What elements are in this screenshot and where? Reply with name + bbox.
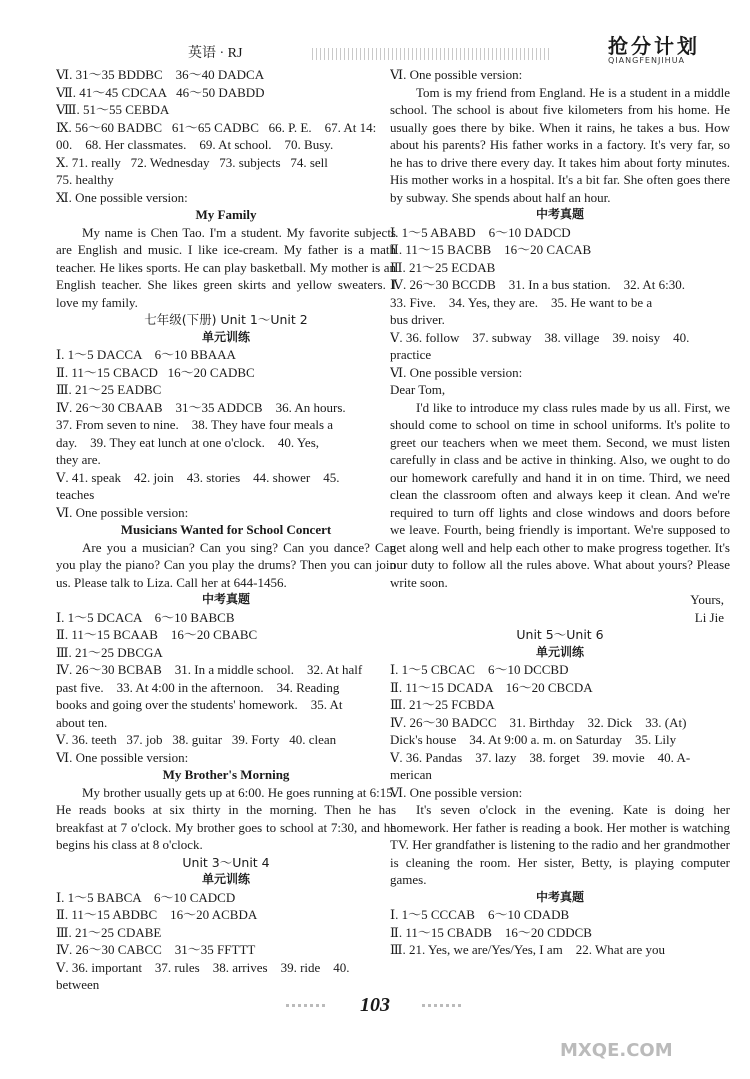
answer-line: Yours, [690, 592, 724, 607]
answer-line: Ⅱ. 11～15 ABDBC 16～20 ACBDA [56, 907, 258, 922]
answer-line: Ⅳ. 26～30 BCCDB 31. In a bus station. 32. At 6:30. [390, 277, 686, 292]
right-answer-column [390, 66, 730, 959]
answer-line: Ⅵ. One possible version: [390, 364, 523, 380]
answer-line: Ⅰ. 1～5 BABCA 6～10 CADCD [56, 889, 236, 905]
answer-line: Ⅸ. 56～60 BADBC 61～65 CADBC 66. P. E. 67. At 14: [56, 119, 377, 135]
answer-line: Ⅲ. 21～25 ECDAB [390, 259, 496, 275]
essay-paragraph: My brother usually gets up at 6:00. He goes running at 6:15. He reads books at six thirty in the morning. Then he has breakfast at 7 o'clock. My brother goes to school at 7:30, and he begins his class at 8 o'clock. [56, 784, 396, 852]
page-header [0, 0, 750, 65]
answer-line: Ⅱ. 11～15 CBADB 16～20 CDDCB [390, 924, 592, 940]
essay-title: My Family [195, 207, 257, 222]
answer-line: Ⅵ. One possible version: [56, 504, 189, 520]
answer-line: Ⅳ. 26～30 CABCC 31～35 FFTTT [56, 942, 256, 957]
answer-line: about ten. [56, 714, 108, 730]
essay-paragraph: Are you a musician? Can you sing? Can you dance? Can you play the piano? Can you play the drums? Then you can join us. Please talk to Liza. Call her at 644-1456. [56, 539, 396, 590]
section-heading: 中考真题 [535, 207, 584, 221]
essay-title: My Brother's Morning [162, 767, 290, 782]
answer-line: Ⅳ. 26～30 BCBAB 31. In a middle school. 32. At half [56, 662, 363, 677]
page-number-decoration-left [286, 1004, 328, 1007]
answer-line: Li Jie [694, 609, 724, 625]
answer-line: merican [390, 767, 432, 782]
answer-line: Ⅰ. 1～5 DCACA 6～10 BABCB [56, 609, 235, 625]
answer-line: past five. 33. At 4:00 in the afternoon. 34. Reading [56, 679, 340, 695]
answer-line: Ⅶ. 41～45 CDCAA 46～50 DABDD [56, 84, 265, 100]
answer-line: Ⅱ. 11～15 DCADA 16～20 CBCDA [390, 679, 593, 695]
answer-line: bus driver. [390, 312, 445, 327]
answer-line: 33. Five. 34. Yes, they are. 35. He want to be a [390, 294, 653, 310]
answer-line: Ⅲ. 21～25 CDABE [56, 924, 162, 940]
answer-line: Ⅱ. 11～15 BACBB 16～20 CACAB [390, 242, 592, 257]
answer-line: Ⅲ. 21～25 EADBC [56, 382, 162, 397]
answer-line: Ⅱ. 11～15 CBACD 16～20 CADBC [56, 364, 255, 380]
answer-line: Dick's house 34. At 9:00 a. m. on Saturday 35. Lily [390, 732, 677, 747]
section-heading: 单元训练 [201, 872, 250, 886]
answer-line: Ⅵ. One possible version: [390, 67, 523, 82]
answer-line: 37. From seven to nine. 38. They have four meals a [56, 417, 334, 432]
answer-line: Ⅰ. 1～5 CBCAC 6～10 DCCBD [390, 662, 569, 677]
section-heading: 中考真题 [535, 889, 584, 904]
unit-heading: Unit 3～Unit 4 [182, 854, 270, 870]
answer-line: Ⅵ. 31～35 BDDBC 36～40 DADCA [56, 67, 265, 82]
answer-line: Ⅰ. 1～5 DACCA 6～10 BBAAA [56, 347, 236, 362]
unit-heading: 七年级(下册) Unit 1～Unit 2 [144, 312, 308, 327]
answer-line: Ⅵ. One possible version: [56, 749, 189, 765]
answer-line: between [56, 977, 100, 992]
answer-line: Ⅳ. 26～30 BADCC 31. Birthday 32. Dick 33. (At) [390, 714, 687, 730]
essay-paragraph: Tom is my friend from England. He is a student in a middle school. The school is about five kilometers from his home. He usually goes there by bike. When it rains, he takes a bus. How about his parents? His father works in a factory. It's very far, so he has to drive there every day. It takes him about forty minutes. His mother works in a hospital. It's a bit far. She often goes there by subway. She spends about half an hour. [390, 84, 730, 205]
essay-paragraph: My name is Chen Tao. I'm a student. My favorite subjects are English and music. I like ice-cream. My father is a math teacher. He likes sports. He can play basketball. My mother is an English teacher. She likes green skirts and yellow sweaters. I love my family. [56, 224, 396, 310]
answer-line: Ⅱ. 11～15 BCAAB 16～20 CBABC [56, 627, 258, 642]
page-number: 103 [360, 994, 390, 1016]
left-answer-column [56, 66, 396, 994]
answer-line: Ⅷ. 51～55 CEBDA [56, 102, 170, 117]
page-number-decoration-right [422, 1004, 464, 1007]
answer-line: Ⅴ. 36. follow 37. subway 38. village 39. noisy 40. [390, 329, 690, 345]
brand-title: 抢分计划 [608, 34, 700, 58]
answer-line: Ⅲ. 21～25 DBCGA [56, 644, 163, 660]
answer-line: Ⅹ. 71. really 72. Wednesday 73. subjects 74. sell [56, 154, 328, 170]
answer-line: Ⅳ. 26～30 CBAAB 31～35 ADDCB 36. An hours. [56, 399, 346, 415]
section-heading: 单元训练 [535, 644, 584, 659]
answer-line: day. 39. They eat lunch at one o'clock. 40. Yes, [56, 434, 320, 450]
brand-pinyin: QIANGFENJIHUA [608, 56, 686, 65]
answer-line: books and going over the students' homework. 35. At [56, 697, 343, 712]
answer-line: Ⅴ. 36. important 37. rules 38. arrives 39. ride 40. [56, 959, 350, 975]
answer-line: Ⅲ. 21～25 FCBDA [390, 697, 495, 712]
answer-line: Ⅰ. 1～5 ABABD 6～10 DADCD [390, 224, 571, 240]
answer-line: 75. healthy [56, 172, 114, 187]
essay-paragraph: It's seven o'clock in the evening. Kate is doing her homework. Her father is reading a book. Her mother is watching TV. Her grandfather is listening to the radio and her grandmother is cleaning the room. Her sister, Betty, is playing computer games. [390, 802, 730, 887]
unit-heading: Unit 5～Unit 6 [516, 627, 604, 642]
answer-line: Ⅺ. One possible version: [56, 189, 188, 205]
section-heading: 中考真题 [201, 592, 250, 606]
answer-line: 00. 68. Her classmates. 69. At school. 70. Busy. [56, 137, 334, 152]
answer-line: Ⅴ. 41. speak 42. join 43. stories 44. shower 45. [56, 469, 340, 485]
essay-paragraph: I'd like to introduce my class rules made by us all. First, we should come to school on time in school uniforms. It's polite to greet our teachers when we meet them. Second, we must listen carefully in class and be active in thinking. Also, we ought to do our homework carefully and hand it in on time. Third, we need clean the classroom often and always keep it clean. And we're required to turn off lights and close windows and doors before we leave. Fourth, being friendly is important. We're supposed to get along well and help each other to make progress together. It's our duty to follow all the rules above. What about yours? Please write soon. [390, 399, 730, 590]
site-watermark: MXQE.COM [560, 1040, 673, 1061]
answer-line: Ⅲ. 21. Yes, we are/Yes/Yes, I am 22. What are you [390, 942, 666, 957]
answer-line: Ⅴ. 36. Pandas 37. lazy 38. forget 39. movie 40. A- [390, 749, 691, 765]
answer-line: Ⅰ. 1～5 CCCAB 6～10 CDADB [390, 907, 570, 922]
answer-line: Ⅵ. One possible version: [390, 784, 523, 800]
answer-line: teaches [56, 487, 95, 502]
section-heading: 单元训练 [201, 329, 250, 344]
answer-line: they are. [56, 452, 101, 467]
subject-label: 英语 · RJ [188, 46, 243, 61]
answer-line: practice [390, 347, 432, 362]
header-ruler-decoration [312, 48, 552, 60]
answer-line: Dear Tom, [390, 382, 446, 397]
essay-title: Musicians Wanted for School Concert [120, 522, 332, 537]
answer-line: Ⅴ. 36. teeth 37. job 38. guitar 39. Forty 40. clean [56, 732, 337, 747]
